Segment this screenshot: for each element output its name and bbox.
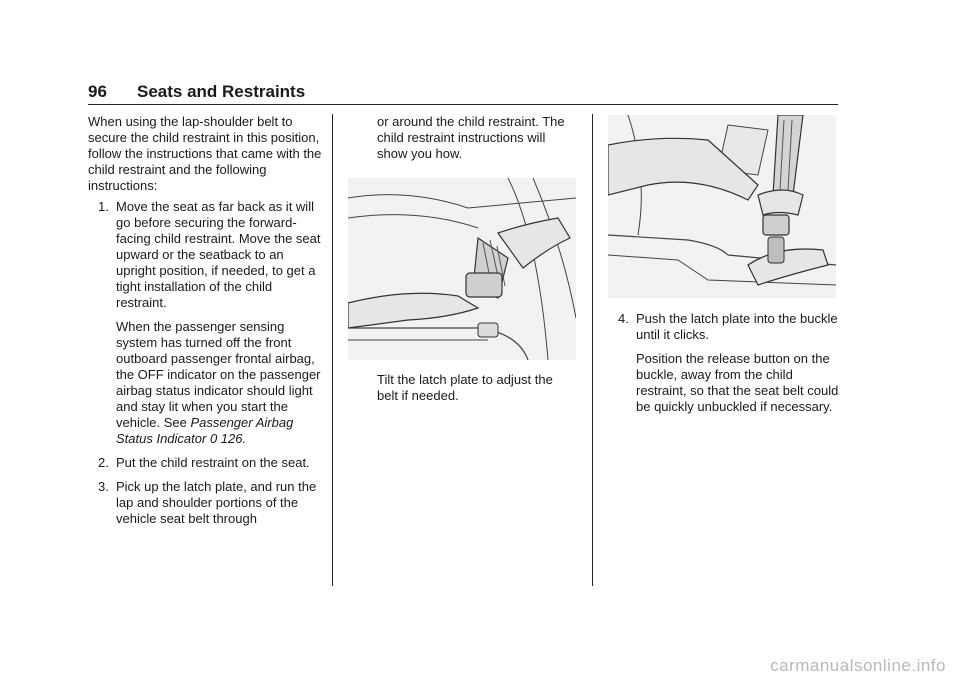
step-1-number: 1. xyxy=(98,199,109,214)
watermark: carmanualsonline.info xyxy=(770,656,946,675)
cross-reference-page: 0 126. xyxy=(206,431,247,446)
step-2-number: 2. xyxy=(98,455,109,470)
figure-caption: Tilt the latch plate to adjust the belt if needed. xyxy=(377,372,553,403)
column-divider-left xyxy=(332,114,333,586)
step-4 xyxy=(608,311,840,343)
step-4-number: 4. xyxy=(618,311,629,326)
cross-reference-link[interactable]: Passenger Airbag Status Indicator xyxy=(116,415,294,446)
latch-plate-drawing xyxy=(348,178,576,360)
continued-paragraph: or around the child restraint. The child restraint instructions will show you how. xyxy=(377,114,565,161)
step-2-text: Put the child restraint on the seat. xyxy=(116,455,310,470)
buckle-drawing xyxy=(608,115,836,298)
step-4-note: Position the release button on the buckle, away from the child restraint, so that the seat belt could be quickly unbuckled if necessary. xyxy=(636,351,839,414)
step-1-note-text: When the passenger sensing system has turned off the front outboard passenger frontal airbag, the OFF indicator on the passenger airbag status indicator should light and stay lit when you start the vehicle. See xyxy=(116,319,321,430)
column-right xyxy=(608,311,840,423)
column-left xyxy=(88,114,324,535)
step-1 xyxy=(88,199,324,311)
step-4-text: Push the latch plate into the buckle until it clicks. xyxy=(636,311,838,342)
latch-plate-illustration xyxy=(348,178,576,360)
figure-caption-container xyxy=(377,372,577,404)
step-1-note xyxy=(88,319,324,447)
step-3-number: 3. xyxy=(98,479,109,494)
buckle-illustration xyxy=(608,115,836,298)
step-3-text: Pick up the latch plate, and run the lap and shoulder portions of the vehicle seat belt through xyxy=(116,479,317,526)
header-rule xyxy=(88,104,838,105)
column-middle xyxy=(377,114,577,162)
page-number: 96 xyxy=(88,82,107,101)
column-divider-right xyxy=(592,114,593,586)
intro-paragraph: When using the lap-shoulder belt to secure the child restraint in this position, follow the instructions that came with the child restraint and the following instructions: xyxy=(88,114,322,193)
step-1-text: Move the seat as far back as it will go before securing the forward-facing child restraint. Move the seat upward or the seatback to an upright position, if needed, to get a tight installation of the child restraint. xyxy=(116,199,321,310)
section-title: Seats and Restraints xyxy=(137,82,306,101)
step-3 xyxy=(88,479,324,527)
step-2 xyxy=(88,455,324,471)
page-header xyxy=(88,82,838,104)
